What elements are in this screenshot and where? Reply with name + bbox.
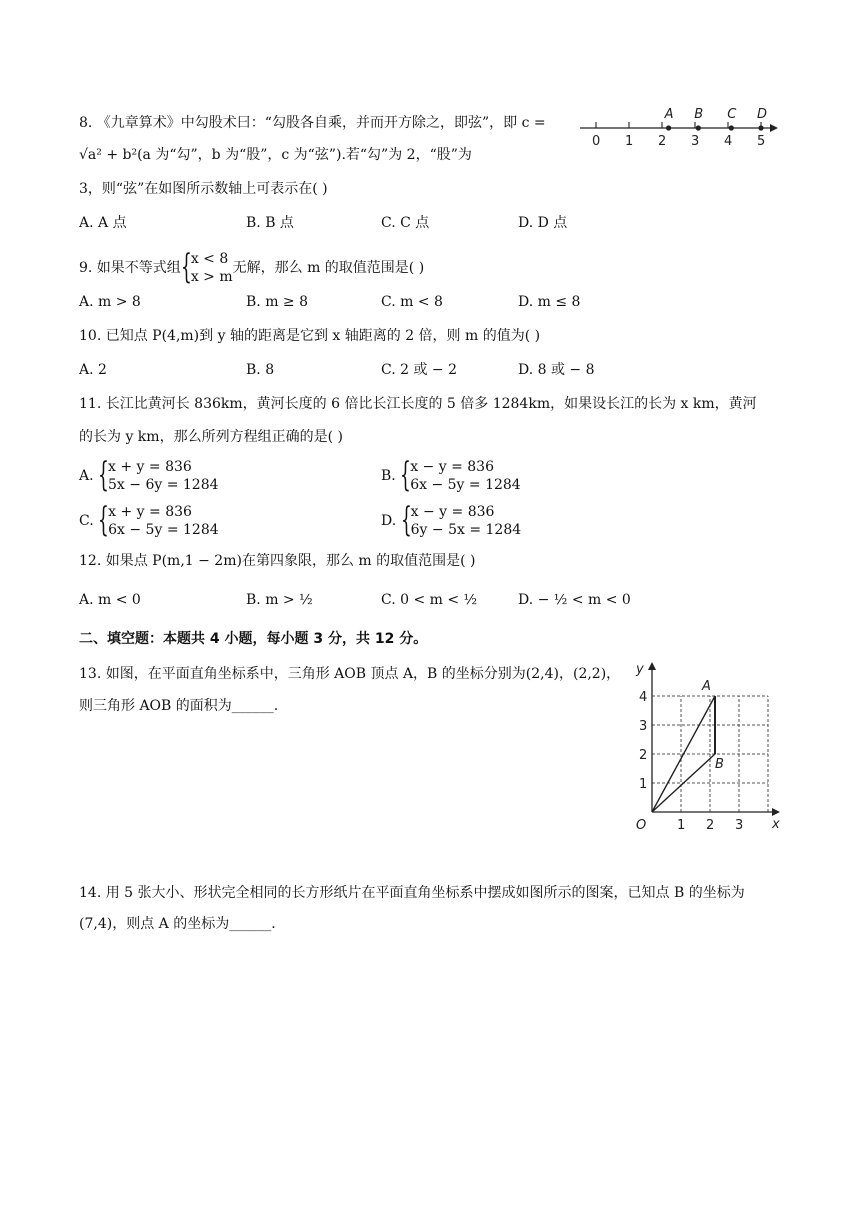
q11-option-a [79, 455, 219, 495]
q9-option-b: B. m ≥ 8 [246, 294, 309, 310]
q9-sys-line2: x > m [190, 269, 233, 285]
q8-option-b: B. B 点 [246, 215, 294, 231]
q11-option-b [381, 455, 521, 495]
q10-option-c: C. 2 或 − 2 [381, 362, 458, 378]
number-line-point-label: C [727, 107, 737, 122]
q11-option-c-label: C. [79, 513, 94, 529]
q8-line3: 3，则“弦”在如图所示数轴上可表示在( ) [79, 181, 328, 197]
number-line-figure [578, 106, 784, 150]
number-line-tick-label: 4 [724, 134, 733, 149]
x-axis-label: x [772, 817, 780, 832]
q9-option-d: D. m ≤ 8 [518, 294, 581, 310]
number-line-tick-label: 5 [757, 134, 766, 149]
q12-option-b: B. m > ½ [246, 592, 313, 608]
number-line-point [696, 125, 701, 130]
q11-option-b-system: { x − y = 836 6x − 5y = 1284 [400, 455, 521, 495]
q11-option-d-label: D. [381, 513, 397, 529]
q10-option-d: D. 8 或 − 8 [518, 362, 595, 378]
section-title: 二、填空题：本题共 4 小题，每小题 3 分，共 12 分。 [79, 631, 428, 647]
number-line-tick-label: 0 [592, 134, 601, 149]
q9-option-a: A. m > 8 [79, 294, 141, 310]
q11-a-eq2: 5x − 6y = 1284 [108, 477, 219, 493]
q11-c-eq2: 6x − 5y = 1284 [108, 522, 219, 538]
x-tick-label: 1 [677, 818, 686, 833]
q9-prefix: 9. 如果不等式组 [79, 260, 181, 276]
y-axis-label: y [636, 662, 644, 677]
q8-option-a: A. A 点 [79, 215, 127, 231]
q9-option-c: C. m < 8 [381, 294, 443, 310]
q12-option-c: C. 0 < m < ½ [381, 592, 478, 608]
q14-line2: (7,4)，则点 A 的坐标为______. [79, 916, 276, 932]
triangle-aob [652, 696, 715, 812]
q12-option-a: A. m < 0 [79, 592, 141, 608]
q9-sys-line1: x < 8 [190, 251, 229, 267]
q11-option-a-system: { x + y = 836 5x − 6y = 1284 [98, 455, 219, 495]
q8-line1: 8. 《九章算术》中勾股术曰：“勾股各自乘，并而开方除之，即弦”，即 c = [79, 115, 546, 131]
q8-option-d: D. D 点 [518, 215, 568, 231]
number-line-point [758, 125, 763, 130]
number-line-point [729, 125, 734, 130]
q11-d-eq1: x − y = 836 [410, 504, 495, 520]
number-line-point-label: B [694, 107, 704, 122]
q11-b-eq1: x − y = 836 [410, 459, 494, 475]
q11-c-eq1: x + y = 836 [108, 504, 192, 520]
q11-option-c [79, 500, 219, 540]
q13-line2: 则三角形 AOB 的面积为______. [79, 698, 279, 714]
y-tick-label: 1 [639, 777, 648, 792]
q11-a-eq1: x + y = 836 [108, 459, 192, 475]
q11-option-a-label: A. [79, 468, 94, 484]
q9-suffix: 无解，那么 m 的取值范围是( ) [232, 260, 425, 276]
q11-line2: 的长为 y km，那么所列方程组正确的是( ) [79, 429, 343, 445]
number-line-tick-label: 2 [658, 134, 667, 149]
number-line-point [666, 125, 671, 130]
q12-stem: 12. 如果点 P(m,1 − 2m)在第四象限，那么 m 的取值范围是( ) [79, 553, 476, 569]
q11-option-d [381, 500, 522, 540]
q9-stem [79, 247, 425, 287]
q8-line2: √a² + b²(a 为“勾”，b 为“股”，c 为“弦”).若“勾”为 2，“股”为 [79, 147, 472, 163]
coordinate-graph [628, 660, 784, 840]
y-tick-label: 3 [639, 719, 648, 734]
point-b-label: B [715, 757, 724, 772]
q11-option-c-system: { x + y = 836 6x − 5y = 1284 [98, 500, 219, 540]
q10-option-b: B. 8 [246, 362, 275, 378]
q10-option-a: A. 2 [79, 362, 107, 378]
y-tick-label: 4 [639, 690, 648, 705]
q11-b-eq2: 6x − 5y = 1284 [410, 477, 521, 493]
number-line-tick-label: 1 [625, 134, 634, 149]
q9-system: { x < 8 x > m [180, 247, 233, 287]
number-line-point-label: A [664, 107, 674, 122]
origin-label: O [636, 818, 647, 833]
q14-line1: 14. 用 5 张大小、形状完全相同的长方形纸片在平面直角坐标系中摆成如图所示的图案，已知点 B 的坐标为 [79, 885, 745, 901]
y-tick-label: 2 [639, 748, 648, 763]
x-tick-label: 2 [706, 818, 715, 833]
point-a-label: A [702, 679, 711, 694]
q11-d-eq2: 6y − 5x = 1284 [410, 522, 522, 538]
q12-option-d: D. − ½ < m < 0 [518, 592, 631, 608]
q8-option-c: C. C 点 [381, 215, 430, 231]
number-line-tick-label: 3 [691, 134, 700, 149]
q11-option-b-label: B. [381, 468, 396, 484]
q10-stem: 10. 已知点 P(4,m)到 y 轴的距离是它到 x 轴距离的 2 倍，则 m 的值为( ) [79, 328, 541, 344]
number-line-point-label: D [757, 107, 768, 122]
q11-line1: 11. 长江比黄河长 836km，黄河长度的 6 倍比长江长度的 5 倍多 1284km，如果设长江的长为 x km，黄河 [79, 396, 757, 412]
x-tick-label: 3 [735, 818, 744, 833]
q11-option-d-system: { x − y = 836 6y − 5x = 1284 [400, 500, 522, 540]
q13-line1: 13. 如图，在平面直角坐标系中，三角形 AOB 顶点 A，B 的坐标分别为(2,4)，(2,2)， [79, 666, 621, 682]
